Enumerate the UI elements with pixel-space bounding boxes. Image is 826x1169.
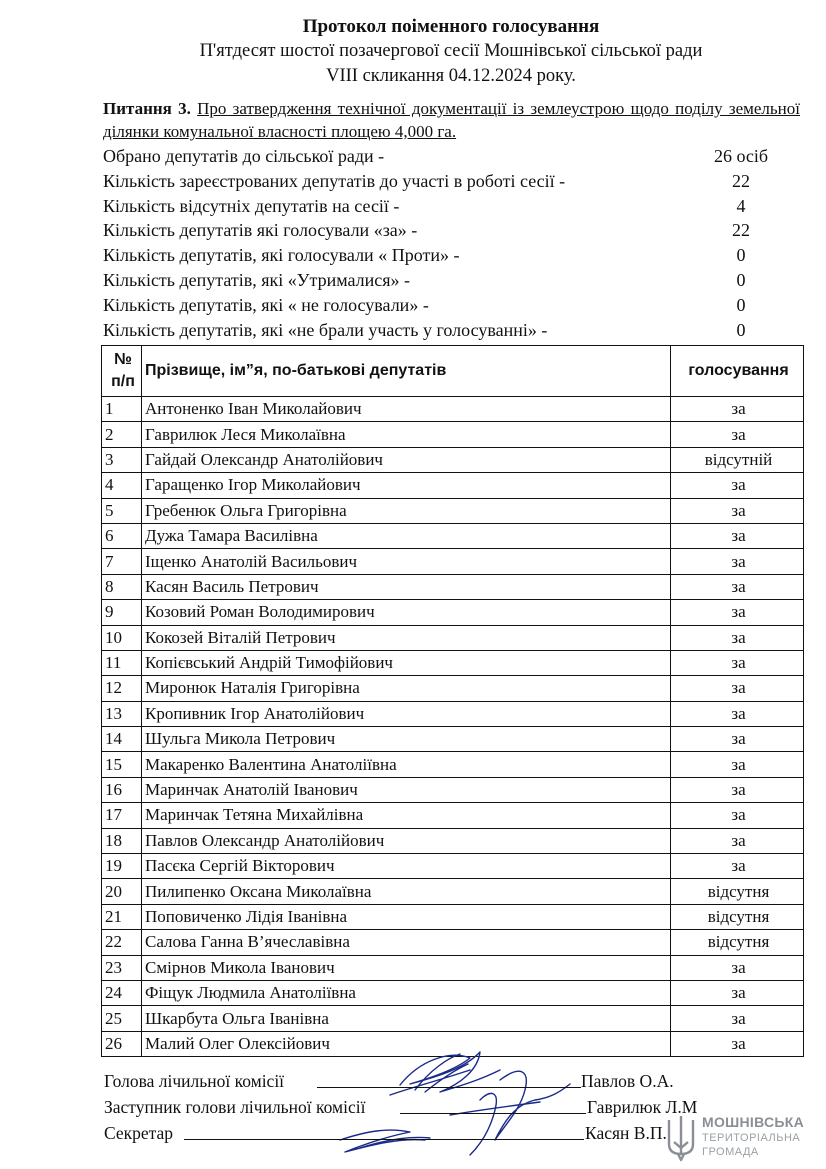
deputy-name: Пилипенко Оксана Миколаївна — [142, 879, 671, 904]
document-title: Протокол поіменного голосування — [302, 16, 600, 37]
deputy-name: Гаращенко Ігор Миколайович — [142, 473, 671, 498]
row-number: 11 — [102, 650, 142, 675]
logo-subtitle-2: ГРОМАДА — [702, 1146, 759, 1158]
stat-label: Кількість депутатів, які « не голосували» - — [103, 294, 429, 315]
signature-row-chairman — [104, 1068, 824, 1094]
vote-result: за — [671, 549, 804, 574]
deputy-name: Фіщук Людмила Анатоліївна — [142, 980, 671, 1005]
row-number: 10 — [102, 625, 142, 650]
row-number: 14 — [102, 727, 142, 752]
stat-row — [103, 268, 803, 293]
stat-row — [103, 169, 803, 194]
vote-result: за — [671, 701, 804, 726]
stat-label: Кількість зареєстрованих депутатів до участі в роботі сесії - — [103, 170, 566, 191]
deputy-name: Миронюк Наталія Григорівна — [142, 676, 671, 701]
deputy-name: Пасєка Сергій Вікторович — [142, 854, 671, 879]
table-row — [102, 422, 804, 447]
trident-icon — [666, 1114, 696, 1162]
header-number — [102, 346, 142, 397]
vote-result: за — [671, 650, 804, 675]
vote-result: за — [671, 523, 804, 548]
vote-result: за — [671, 828, 804, 853]
row-number: 15 — [102, 752, 142, 777]
table-row — [102, 803, 804, 828]
vote-result: відсутня — [671, 904, 804, 929]
table-row — [102, 625, 804, 650]
deputy-name: Макаренко Валентина Анатоліївна — [142, 752, 671, 777]
signature-line — [400, 1113, 586, 1114]
vote-statistics — [103, 144, 803, 342]
row-number: 2 — [102, 422, 142, 447]
stat-label: Кількість депутатів, які голосували « Проти» - — [103, 245, 460, 266]
vote-result: за — [671, 803, 804, 828]
table-row — [102, 777, 804, 802]
row-number: 4 — [102, 473, 142, 498]
stat-value: 26 осіб — [713, 146, 769, 166]
table-row — [102, 523, 804, 548]
table-row — [102, 752, 804, 777]
stat-label: Кількість відсутніх депутатів на сесії - — [103, 195, 400, 216]
vote-result: відсутня — [671, 879, 804, 904]
signature-line — [184, 1139, 584, 1140]
deputy-name: Салова Ганна В’ячеславівна — [142, 930, 671, 955]
table-row — [102, 701, 804, 726]
deputy-name: Поповиченко Лідія Іванівна — [142, 904, 671, 929]
table-row — [102, 955, 804, 980]
question-number: Питання 3. — [103, 99, 191, 118]
stat-row — [103, 144, 803, 169]
signatory-name: Павлов О.А. — [581, 1071, 674, 1091]
table-row — [102, 727, 804, 752]
row-number: 13 — [102, 701, 142, 726]
deputy-name: Гребенюк Ольга Григорівна — [142, 498, 671, 523]
deputy-name: Смірнов Микола Іванович — [142, 955, 671, 980]
table-row — [102, 828, 804, 853]
signatory-name: Гаврилюк Л.М — [587, 1097, 698, 1117]
row-number: 22 — [102, 930, 142, 955]
stat-label: Кількість депутатів які голосували «за» - — [103, 220, 418, 241]
deputy-name: Гайдай Олександр Анатолійович — [142, 447, 671, 472]
header-number-abbr: п/п — [111, 373, 135, 390]
stat-row — [103, 243, 803, 268]
row-number: 25 — [102, 1006, 142, 1031]
deputy-name: Павлов Олександр Анатолійович — [142, 828, 671, 853]
deputy-name: Козовий Роман Володимирович — [142, 600, 671, 625]
signature-role: Секретар — [104, 1123, 174, 1143]
table-row — [102, 397, 804, 422]
deputy-name: Шульга Микола Петрович — [142, 727, 671, 752]
stat-value: 4 — [736, 195, 746, 216]
vote-result: за — [671, 625, 804, 650]
deputy-name: Маринчак Анатолій Іванович — [142, 777, 671, 802]
table-row — [102, 498, 804, 523]
row-number: 23 — [102, 955, 142, 980]
header-vote: голосування — [671, 346, 804, 397]
document-header — [0, 14, 826, 89]
vote-result: за — [671, 498, 804, 523]
row-number: 12 — [102, 676, 142, 701]
stat-value: 22 — [732, 170, 750, 191]
vote-result: за — [671, 752, 804, 777]
vote-result: за — [671, 397, 804, 422]
question-text: Про затвердження технічної документації із землеустрою щодо поділу земельної ділянки комунальної власності площею 4,000 га. — [103, 99, 800, 141]
row-number: 16 — [102, 777, 142, 802]
stat-value: 0 — [736, 269, 746, 290]
vote-result: за — [671, 473, 804, 498]
signature-role: Голова лічильної комісії — [104, 1071, 285, 1091]
row-number: 26 — [102, 1031, 142, 1056]
stat-value: 22 — [732, 220, 750, 241]
vote-result: за — [671, 1006, 804, 1031]
stat-label: Кількість депутатів, які «не брали участь у голосуванні» - — [103, 319, 548, 340]
deputy-name: Гаврилюк Леся Миколаївна — [142, 422, 671, 447]
row-number: 21 — [102, 904, 142, 929]
stat-value: 0 — [736, 294, 746, 315]
table-header-row — [102, 346, 804, 397]
stat-row — [103, 218, 803, 243]
vote-result: за — [671, 676, 804, 701]
table-row — [102, 447, 804, 472]
vote-result: за — [671, 727, 804, 752]
table-row — [102, 650, 804, 675]
agenda-question — [103, 97, 800, 143]
stat-row — [103, 318, 803, 343]
table-row — [102, 676, 804, 701]
vote-result: за — [671, 777, 804, 802]
vote-result: за — [671, 955, 804, 980]
table-row — [102, 980, 804, 1005]
stat-row — [103, 293, 803, 318]
table-row — [102, 600, 804, 625]
deputy-name: Кропивник Ігор Анатолійович — [142, 701, 671, 726]
stat-row — [103, 194, 803, 219]
convocation-date-line: VIII скликання 04.12.2024 року. — [326, 66, 576, 86]
session-line: П'ятдесят шостої позачергової сесії Мошнівської сільської ради — [199, 41, 703, 61]
roll-call-table — [101, 345, 804, 1057]
row-number: 1 — [102, 397, 142, 422]
row-number: 17 — [102, 803, 142, 828]
vote-result: за — [671, 980, 804, 1005]
signature-line — [317, 1087, 581, 1088]
deputy-name: Малий Олег Олексійович — [142, 1031, 671, 1056]
deputy-name: Кокозей Віталій Петрович — [142, 625, 671, 650]
vote-result: за — [671, 854, 804, 879]
row-number: 6 — [102, 523, 142, 548]
vote-result: за — [671, 1031, 804, 1056]
table-row — [102, 854, 804, 879]
row-number: 24 — [102, 980, 142, 1005]
logo-subtitle-1: ТЕРИТОРІАЛЬНА — [702, 1132, 801, 1144]
vote-result: за — [671, 600, 804, 625]
vote-result: за — [671, 422, 804, 447]
deputy-name: Антоненко Іван Миколайович — [142, 397, 671, 422]
row-number: 9 — [102, 600, 142, 625]
row-number: 5 — [102, 498, 142, 523]
table-body — [102, 397, 804, 1057]
table-row — [102, 473, 804, 498]
deputy-name: Касян Василь Петрович — [142, 574, 671, 599]
table-row — [102, 549, 804, 574]
row-number: 19 — [102, 854, 142, 879]
row-number: 3 — [102, 447, 142, 472]
table-row — [102, 879, 804, 904]
table-row — [102, 904, 804, 929]
row-number: 7 — [102, 549, 142, 574]
vote-result: відсутній — [671, 447, 804, 472]
header-number-sign: № — [114, 351, 132, 368]
header-name: Прізвище, ім”я, по-батькові депутатів — [142, 346, 671, 397]
deputy-name: Шкарбута Ольга Іванівна — [142, 1006, 671, 1031]
vote-result: за — [671, 574, 804, 599]
vote-result: відсутня — [671, 930, 804, 955]
row-number: 18 — [102, 828, 142, 853]
signature-role: Заступник голови лічильної комісії — [104, 1097, 366, 1117]
deputy-name: Дужа Тамара Василівна — [142, 523, 671, 548]
stat-value: 0 — [736, 245, 746, 266]
table-row — [102, 574, 804, 599]
logo-name: МОШНІВСЬКА — [702, 1114, 805, 1130]
signatory-name: Касян В.П. — [585, 1123, 667, 1143]
stat-value: 0 — [736, 319, 746, 340]
deputy-name: Іщенко Анатолій Васильович — [142, 549, 671, 574]
table-row — [102, 930, 804, 955]
row-number: 20 — [102, 879, 142, 904]
deputy-name: Копієвський Андрій Тимофійович — [142, 650, 671, 675]
community-logo — [666, 1112, 816, 1164]
deputy-name: Маринчак Тетяна Михайлівна — [142, 803, 671, 828]
stat-label: Обрано депутатів до сільської ради - — [103, 146, 385, 166]
stat-label: Кількість депутатів, які «Утрималися» - — [103, 269, 411, 290]
row-number: 8 — [102, 574, 142, 599]
table-row — [102, 1006, 804, 1031]
